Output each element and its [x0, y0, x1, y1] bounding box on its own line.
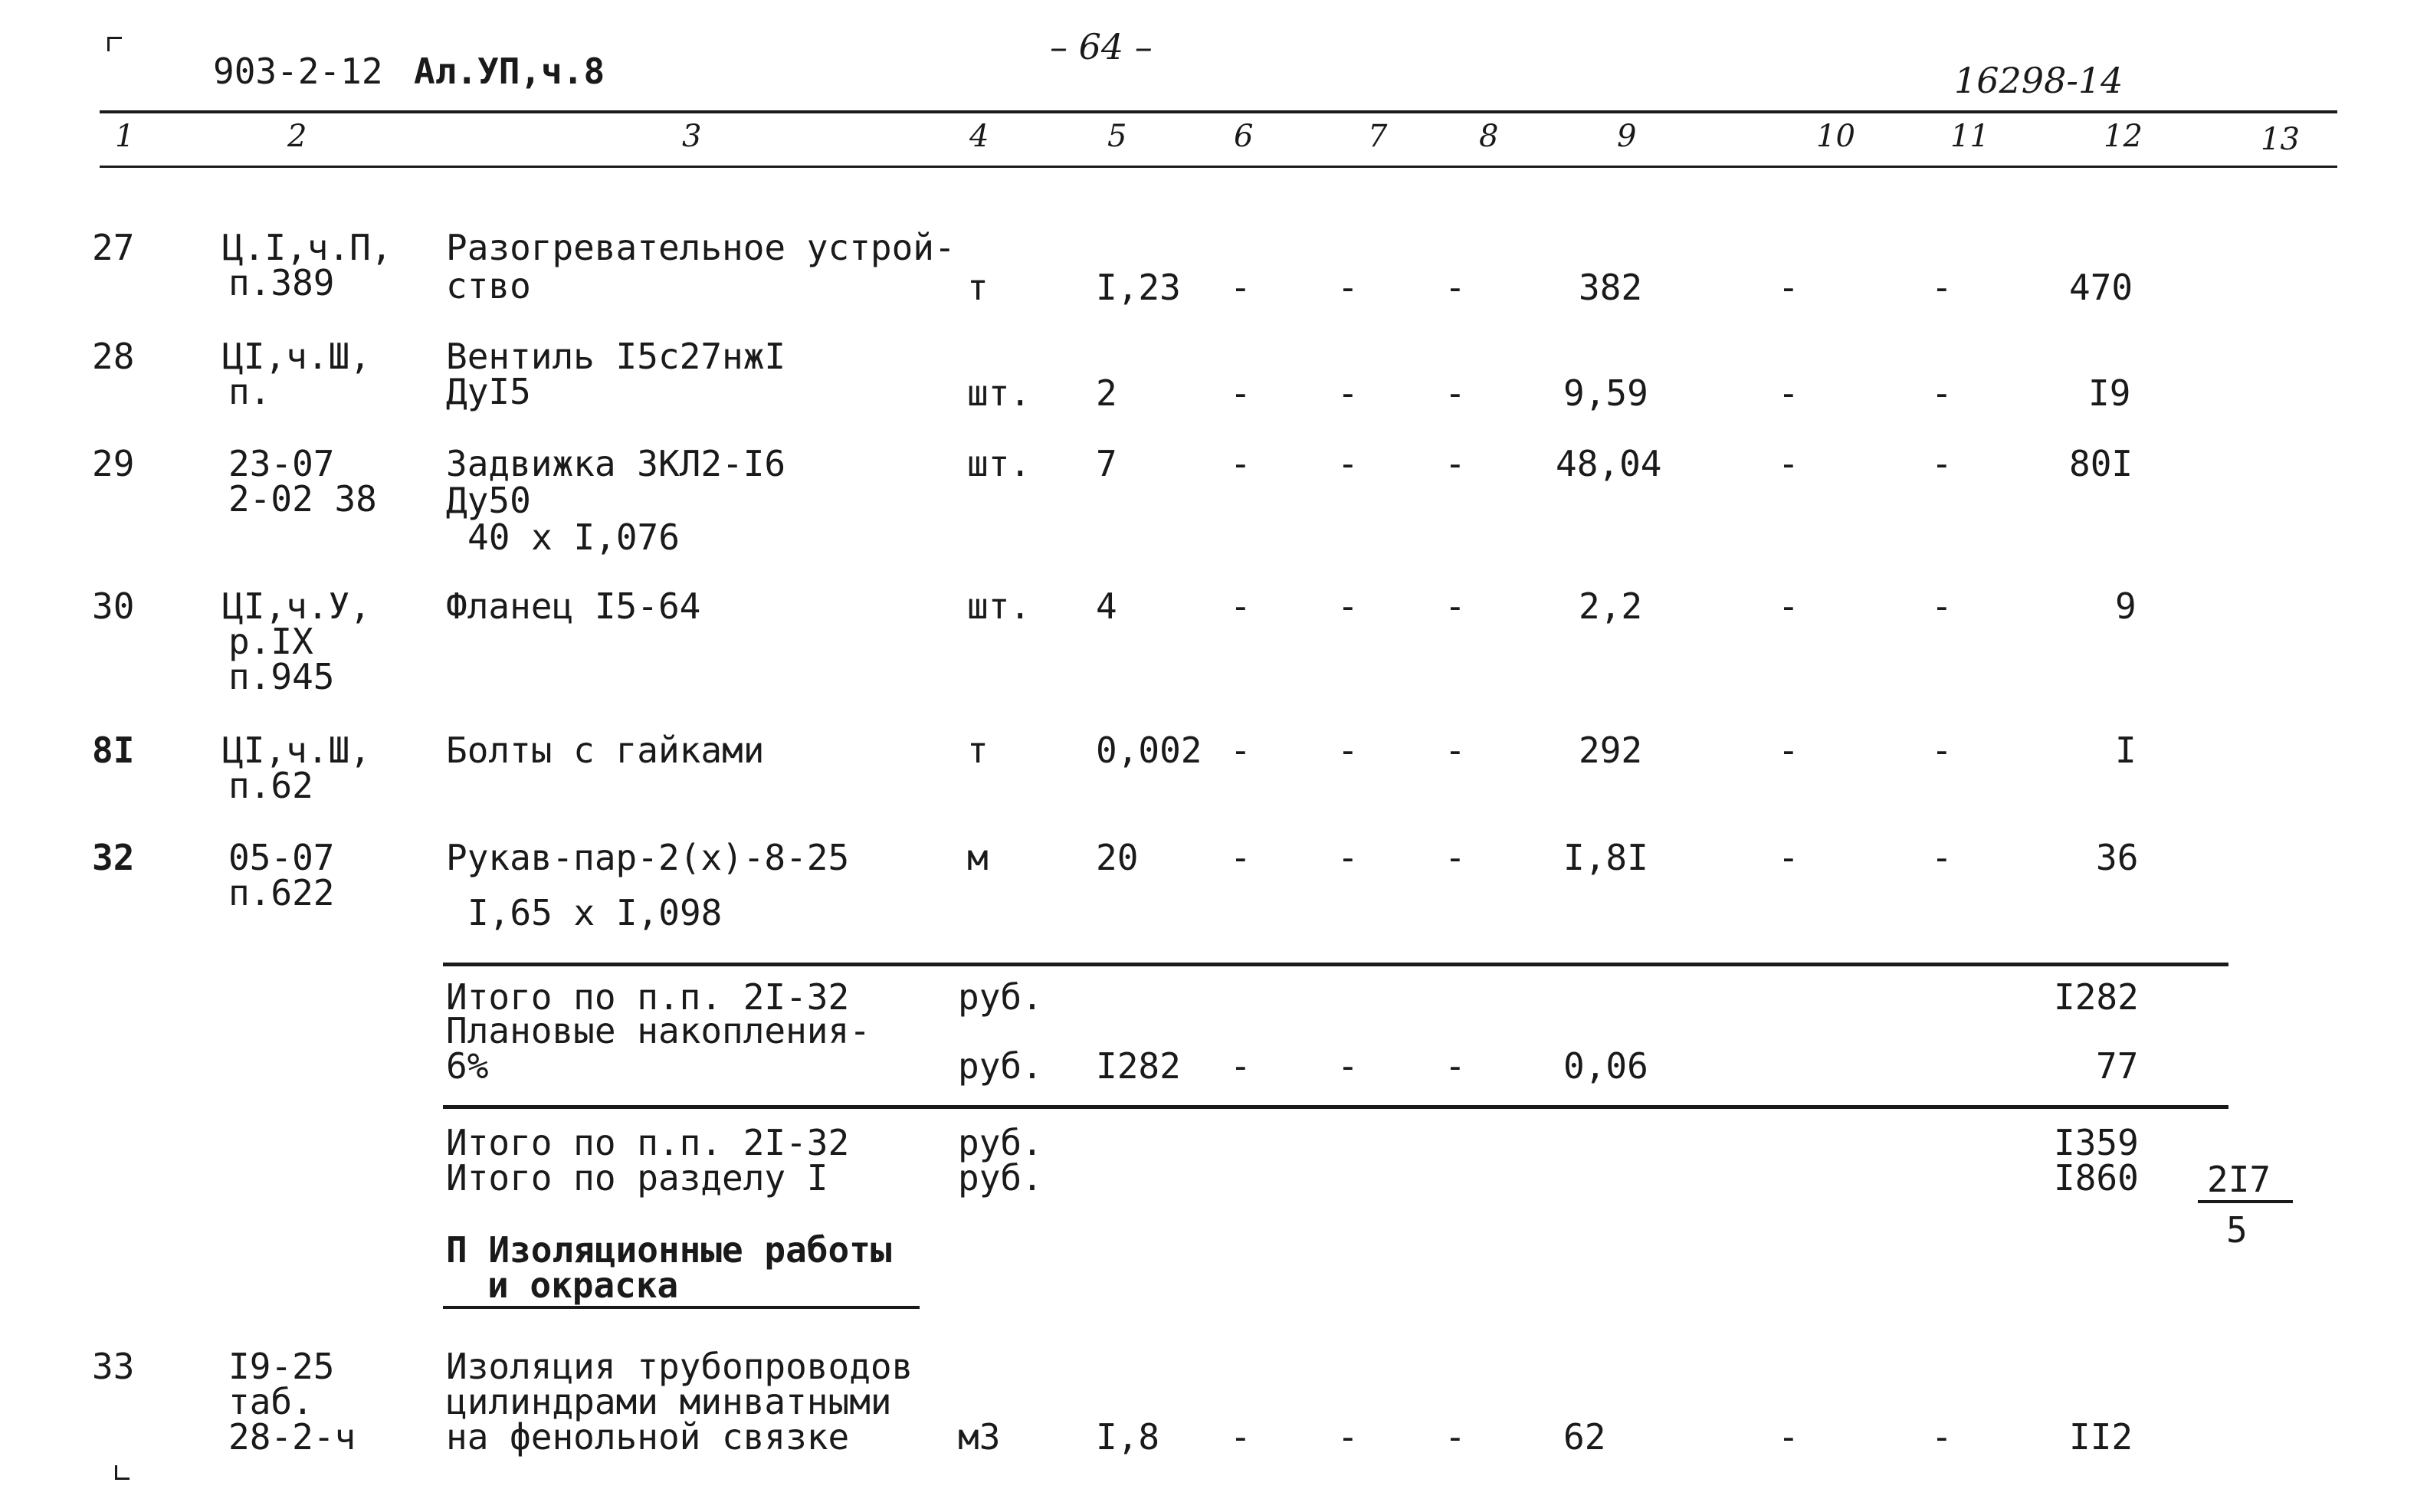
row-number: 32 — [92, 837, 135, 878]
sheet-code: 16298-14 — [1954, 60, 2123, 101]
col-header-9: 9 — [1617, 119, 1637, 154]
row-c8: - — [1445, 585, 1466, 627]
row-c8: - — [1445, 267, 1466, 308]
row-name: Изоляция трубопроводов — [446, 1346, 913, 1387]
accruals-base: I282 — [1096, 1045, 1181, 1087]
subtotal-rule-2 — [443, 1105, 2228, 1109]
row-unit: шт. — [967, 443, 1031, 484]
row-qty: 4 — [1096, 585, 1117, 627]
row-unit: т — [967, 267, 989, 308]
row-price: 62 — [1563, 1416, 1606, 1458]
section-heading: П Изоляционные работы — [446, 1229, 892, 1271]
row-number: 33 — [92, 1346, 135, 1387]
row-c11: - — [1931, 267, 1953, 308]
row-unit: шт. — [967, 372, 1031, 414]
accruals-c8: - — [1445, 1045, 1466, 1087]
col-header-3: 3 — [682, 119, 702, 154]
row-ref: п.389 — [228, 262, 335, 303]
section-heading-line2: и окраска — [487, 1264, 679, 1306]
header-top-rule — [100, 110, 2337, 113]
col-header-5: 5 — [1107, 119, 1127, 154]
row-ref: п.945 — [228, 656, 335, 697]
accruals-rate: 0,06 — [1563, 1045, 1648, 1087]
row-ref: 2-02 38 — [228, 478, 377, 520]
col-header-2: 2 — [287, 119, 307, 154]
row-c8: - — [1445, 837, 1466, 878]
row-ref: I9-25 — [228, 1346, 335, 1387]
row-c7: - — [1337, 837, 1359, 878]
row-total: II2 — [2069, 1416, 2133, 1458]
row-price: 9,59 — [1563, 372, 1648, 414]
col-header-11: 11 — [1950, 119, 1989, 154]
subtotal-label: Итого по п.п. 2I-32 — [446, 1122, 850, 1163]
row-total: 80I — [2069, 443, 2133, 484]
corner-mark-bottom-left — [115, 1465, 130, 1480]
row-qty: 2 — [1096, 372, 1117, 414]
section-heading-underline — [443, 1306, 920, 1309]
col-header-6: 6 — [1234, 119, 1254, 154]
row-number: 27 — [92, 227, 135, 268]
col-header-4: 4 — [969, 119, 989, 154]
row-c10: - — [1778, 267, 1799, 308]
row-ref: 05-07 — [228, 837, 335, 878]
row-name: на фенольной связке — [446, 1416, 850, 1458]
row-c10: - — [1778, 730, 1799, 771]
row-ref: Ц.I,ч.П, — [222, 227, 392, 268]
row-ref: 23-07 — [228, 443, 335, 484]
accruals-c7: - — [1337, 1045, 1359, 1087]
row-name: Ду50 — [446, 480, 531, 521]
row-c10: - — [1778, 443, 1799, 484]
row-total: 9 — [2115, 585, 2137, 627]
accruals-percent: 6% — [446, 1045, 489, 1087]
row-name: цилиндрами минватными — [446, 1381, 892, 1422]
row-price: I,8I — [1563, 837, 1648, 878]
row-number: 8I — [92, 730, 135, 771]
col-header-10: 10 — [1816, 119, 1855, 154]
row-ref: таб. — [228, 1381, 313, 1422]
row-name: Фланец I5-64 — [446, 585, 701, 627]
row-c6: - — [1230, 443, 1251, 484]
row-total: I9 — [2088, 372, 2131, 414]
section-total-value: I860 — [2054, 1157, 2139, 1199]
row-name: I,65 х I,098 — [467, 892, 723, 933]
row-ref: р.IX — [228, 621, 313, 662]
col-header-8: 8 — [1479, 119, 1499, 154]
row-c6: - — [1230, 372, 1251, 414]
subtotal-rule-1 — [443, 963, 2228, 966]
subtotal-unit: руб. — [958, 976, 1043, 1018]
side-fraction-numerator: 2I7 — [2207, 1159, 2271, 1200]
row-c7: - — [1337, 1416, 1359, 1458]
subtotal-total: I359 — [2054, 1122, 2139, 1163]
row-ref: п.62 — [228, 765, 313, 806]
row-c11: - — [1931, 1416, 1953, 1458]
accruals-total: 77 — [2096, 1045, 2139, 1087]
accruals-label: Плановые накопления- — [446, 1010, 871, 1051]
row-c8: - — [1445, 730, 1466, 771]
row-price: 292 — [1579, 730, 1643, 771]
subtotal-unit: руб. — [958, 1122, 1043, 1163]
row-ref: ЦI,ч.Ш, — [222, 336, 371, 377]
row-number: 30 — [92, 585, 135, 627]
col-header-7: 7 — [1368, 119, 1388, 154]
row-c10: - — [1778, 837, 1799, 878]
row-c7: - — [1337, 443, 1359, 484]
row-c6: - — [1230, 1416, 1251, 1458]
header-bottom-rule — [100, 166, 2337, 168]
row-c6: - — [1230, 730, 1251, 771]
row-ref: ЦI,ч.Ш, — [222, 730, 371, 771]
row-c11: - — [1931, 443, 1953, 484]
row-c7: - — [1337, 585, 1359, 627]
row-qty: I,23 — [1096, 267, 1181, 308]
col-header-1: 1 — [115, 119, 135, 154]
row-c10: - — [1778, 585, 1799, 627]
row-name: Задвижка 3КЛ2-I6 — [446, 443, 786, 484]
row-unit: м3 — [958, 1416, 1001, 1458]
row-price: 382 — [1579, 267, 1643, 308]
row-name: Вентиль I5с27нжI — [446, 336, 786, 377]
row-c6: - — [1230, 837, 1251, 878]
row-qty: 7 — [1096, 443, 1117, 484]
row-ref: п. — [228, 371, 271, 412]
row-c11: - — [1931, 730, 1953, 771]
row-name: Рукав-пар-2(х)-8-25 — [446, 837, 850, 878]
album-ref: Ал.УП,ч.8 — [414, 51, 605, 92]
row-qty: 20 — [1096, 837, 1139, 878]
subtotal-total: I282 — [2054, 976, 2139, 1018]
accruals-c6: - — [1230, 1045, 1251, 1087]
row-name: 40 х I,076 — [467, 517, 680, 558]
col-header-12: 12 — [2104, 119, 2143, 154]
row-total: I — [2115, 730, 2137, 771]
accruals-unit: руб. — [958, 1045, 1043, 1087]
row-unit: т — [967, 730, 989, 771]
row-price: 2,2 — [1579, 585, 1643, 627]
row-c8: - — [1445, 372, 1466, 414]
row-ref: 28-2-ч — [228, 1416, 356, 1458]
side-fraction-bar — [2198, 1200, 2293, 1203]
row-c7: - — [1337, 730, 1359, 771]
side-fraction-denominator: 5 — [2226, 1209, 2248, 1251]
section-total-label: Итого по разделу I — [446, 1157, 828, 1199]
row-c11: - — [1931, 585, 1953, 627]
row-number: 28 — [92, 336, 135, 377]
row-c11: - — [1931, 372, 1953, 414]
row-c6: - — [1230, 585, 1251, 627]
col-header-13: 13 — [2261, 122, 2300, 157]
section-total-unit: руб. — [958, 1157, 1043, 1199]
row-c11: - — [1931, 837, 1953, 878]
row-c7: - — [1337, 372, 1359, 414]
row-qty: 0,002 — [1096, 730, 1202, 771]
row-c8: - — [1445, 1416, 1466, 1458]
row-ref: ЦI,ч.У, — [222, 585, 371, 627]
row-qty: I,8 — [1096, 1416, 1160, 1458]
row-c6: - — [1230, 267, 1251, 308]
row-price: 48,04 — [1556, 443, 1662, 484]
row-unit: м — [967, 837, 989, 878]
row-c10: - — [1778, 372, 1799, 414]
row-name: ство — [446, 265, 531, 307]
row-c8: - — [1445, 443, 1466, 484]
subtotal-label: Итого по п.п. 2I-32 — [446, 976, 850, 1018]
row-unit: шт. — [967, 585, 1031, 627]
doc-code: 903-2-12 — [213, 51, 383, 92]
row-name: Болты с гайками — [446, 730, 765, 771]
row-c10: - — [1778, 1416, 1799, 1458]
row-c7: - — [1337, 267, 1359, 308]
page-number: – 64 – — [1050, 26, 1153, 67]
row-total: 470 — [2069, 267, 2133, 308]
row-name: ДуI5 — [446, 371, 531, 412]
row-ref: п.622 — [228, 872, 335, 913]
row-number: 29 — [92, 443, 135, 484]
corner-mark-top-left — [107, 37, 122, 51]
row-name: Разогревательное устрой- — [446, 227, 956, 268]
row-total: 36 — [2096, 837, 2139, 878]
